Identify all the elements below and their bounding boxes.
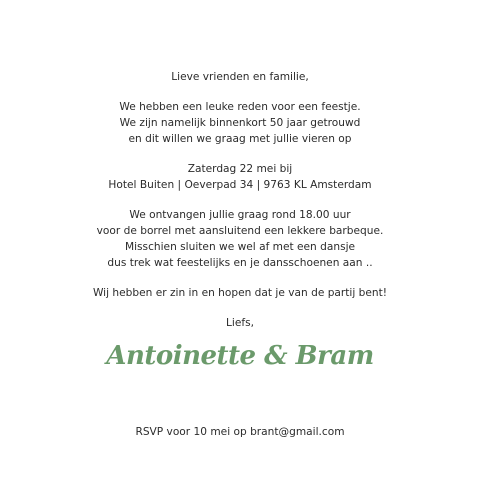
closing-text: Wij hebben er zin in en hopen dat je van de partij bent! <box>92 287 388 299</box>
program-line: dus trek wat feestelijks en je dansschoenen aan .. <box>107 257 373 269</box>
program-line: voor de borrel met aansluitend een lekkere barbeque. <box>96 225 384 237</box>
rsvp-line: RSVP voor 10 mei op brant@gmail.com <box>135 426 345 438</box>
sign-off: Liefs, <box>226 317 254 329</box>
event-date: Zaterdag 22 mei bij <box>187 163 293 175</box>
signature-names: Antoinette & Bram <box>106 341 374 371</box>
program-line: Misschien sluiten we wel af met een dansje <box>124 241 356 253</box>
program-line: We ontvangen jullie graag rond 18.00 uur <box>129 209 351 221</box>
greeting: Lieve vrienden en familie, <box>171 71 309 83</box>
event-venue: Hotel Buiten | Oeverpad 34 | 9763 KL Amsterdam <box>108 179 372 191</box>
intro-line: We hebben een leuke reden voor een feestje. <box>119 101 361 113</box>
intro-line: en dit willen we graag met jullie vieren op <box>128 133 352 145</box>
intro-line: We zijn namelijk binnenkort 50 jaar getrouwd <box>119 117 361 129</box>
